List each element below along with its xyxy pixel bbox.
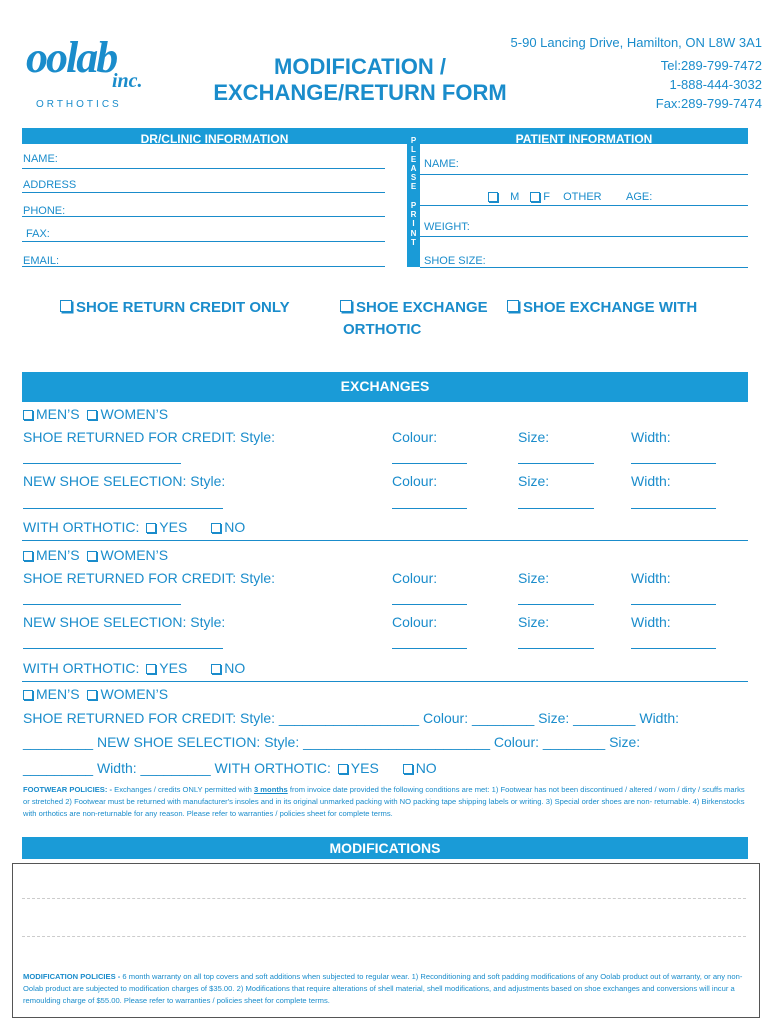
orthotic-yes-label-3: YES xyxy=(350,760,379,776)
pp-letter: E xyxy=(410,182,417,192)
new-width-field-2[interactable] xyxy=(631,648,716,649)
pp-letter: P xyxy=(410,200,417,210)
gender-select-2 xyxy=(23,547,168,563)
with-orthotic-label-2: WITH ORTHOTIC: xyxy=(23,660,140,676)
new-style-label-2: NEW SHOE SELECTION: Style: xyxy=(23,614,226,630)
footwear-policy-label: FOOTWEAR POLICIES: - xyxy=(23,785,113,794)
pp-letter: A xyxy=(410,163,417,173)
option-exchange[interactable] xyxy=(340,299,488,316)
orthotic-no-checkbox-2[interactable] xyxy=(211,664,221,674)
exchange-orthotic-label: SHOE EXCHANGE WITH xyxy=(523,299,698,316)
womens-checkbox-2[interactable] xyxy=(87,551,97,561)
returned-colour-field-1[interactable] xyxy=(392,463,467,464)
patient-age-field[interactable] xyxy=(420,205,748,206)
mens-checkbox-3[interactable] xyxy=(23,690,33,700)
clinic-address-field[interactable] xyxy=(22,192,385,193)
orthotic-no-label-3: NO xyxy=(415,760,437,776)
pp-letter: P xyxy=(410,136,417,145)
company-tollfree: 1-888-444-3032 xyxy=(669,77,762,92)
returned-style-label-1: SHOE RETURNED FOR CREDIT: Style: xyxy=(23,429,276,445)
orthotic-yes-label-2: YES xyxy=(159,660,188,676)
modification-policy xyxy=(23,971,749,1007)
footwear-policy xyxy=(23,784,749,820)
mens-label-2: MEN’S xyxy=(36,547,80,563)
gender-f-checkbox[interactable] xyxy=(530,192,540,202)
modifications-line-1[interactable] xyxy=(22,898,746,899)
pp-letter: T xyxy=(411,237,416,247)
gender-f-label: F xyxy=(543,191,551,203)
divider xyxy=(22,540,748,541)
returned-style-field-2[interactable] xyxy=(23,604,181,605)
orthotic-no-checkbox-1[interactable] xyxy=(211,523,221,533)
womens-label-2: WOMEN’S xyxy=(100,547,169,563)
return-credit-label: SHOE RETURN CREDIT ONLY xyxy=(76,299,290,316)
clinic-fax-label: FAX: xyxy=(26,228,50,240)
returned-style-field-1[interactable] xyxy=(23,463,181,464)
with-orthotic-1 xyxy=(23,519,245,535)
new-size-field-2[interactable] xyxy=(518,648,594,649)
patient-weight-field[interactable] xyxy=(420,236,748,237)
new-style-field-1[interactable] xyxy=(23,508,223,509)
please-print-strip xyxy=(407,128,420,267)
new-size-label-1: Size: xyxy=(518,473,550,489)
option-exchange-orthotic[interactable] xyxy=(507,299,697,316)
new-style-field-2[interactable] xyxy=(23,648,223,649)
block3-line-1[interactable]: SHOE RETURNED FOR CREDIT: Style: __________________ Colour: ________ Size: ________ Width: xyxy=(23,710,680,726)
orthotic-yes-checkbox-1[interactable] xyxy=(146,523,156,533)
new-colour-field-2[interactable] xyxy=(392,648,467,649)
return-credit-checkbox[interactable] xyxy=(60,300,72,312)
mens-checkbox-1[interactable] xyxy=(23,410,33,420)
new-width-label-1: Width: xyxy=(631,473,671,489)
mens-label-1: MEN’S xyxy=(36,406,80,422)
returned-size-label-1: Size: xyxy=(518,429,550,445)
clinic-name-label: NAME: xyxy=(23,153,58,165)
patient-info-header: PATIENT INFORMATION xyxy=(420,128,748,144)
returned-size-label-2: Size: xyxy=(518,570,550,586)
pp-letter: R xyxy=(410,210,417,220)
with-orthotic-2 xyxy=(23,660,245,676)
returned-size-field-2[interactable] xyxy=(518,604,594,605)
returned-colour-label-1: Colour: xyxy=(392,429,438,445)
patient-shoe-size-field[interactable] xyxy=(420,267,748,268)
title-line-2: EXCHANGE/RETURN FORM xyxy=(213,80,507,105)
returned-width-label-2: Width: xyxy=(631,570,671,586)
orthotic-yes-checkbox-2[interactable] xyxy=(146,664,156,674)
footwear-policy-text-a: Exchanges / credits ONLY permitted with xyxy=(112,785,254,794)
pp-letter: N xyxy=(410,228,417,238)
returned-size-field-1[interactable] xyxy=(518,463,594,464)
patient-age-label: AGE: xyxy=(626,191,653,203)
gender-m-label: M xyxy=(510,191,520,203)
pp-letter: L xyxy=(411,145,416,155)
returned-colour-label-2: Colour: xyxy=(392,570,438,586)
exchange-orthotic-label-2: ORTHOTIC xyxy=(343,321,422,338)
clinic-info-header: DR/CLINIC INFORMATION xyxy=(22,128,407,144)
gender-m-checkbox[interactable] xyxy=(488,192,498,202)
exchanges-header: EXCHANGES xyxy=(22,372,748,402)
patient-gender-group xyxy=(488,191,602,203)
modifications-header: MODIFICATIONS xyxy=(22,837,748,859)
new-colour-field-1[interactable] xyxy=(392,508,467,509)
oolab-logo xyxy=(26,33,156,116)
returned-width-label-1: Width: xyxy=(631,429,671,445)
clinic-name-field[interactable] xyxy=(22,168,385,169)
block3-line-2[interactable]: _________ NEW SHOE SELECTION: Style: ________________________ Colour: ________ Size: xyxy=(23,734,641,750)
footwear-policy-emph: 3 months xyxy=(253,785,288,794)
logo-suffix: inc. xyxy=(112,70,143,92)
logo-brand: oolab xyxy=(26,33,117,82)
exchange-label: SHOE EXCHANGE xyxy=(356,299,488,316)
modification-policy-text: 6 month warranty on all top covers and soft additions when subjected to regular wear. 1) Reconditioning and soft padding modifications of any Oolab product out of warranty, or any non- Oolab product are subjected to modification charges of $35.00. 2) Modifications that require alterations of shell material, shell modifications, and adjustments based on shoe exchanges and conversions will incur a remoulding charge of $55.00. Please refer to warranties / policies sheet for complete terms. xyxy=(23,972,743,1005)
new-width-label-2: Width: xyxy=(631,614,671,630)
divider xyxy=(22,681,748,682)
orthotic-yes-checkbox-3[interactable] xyxy=(338,764,348,774)
gender-other-label: OTHER xyxy=(563,191,602,203)
logo-tagline: ORTHOTICS xyxy=(36,99,122,110)
returned-colour-field-2[interactable] xyxy=(392,604,467,605)
pp-letter: E xyxy=(410,154,417,164)
gender-select-1 xyxy=(23,406,168,422)
new-width-field-1[interactable] xyxy=(631,508,716,509)
mens-label-3: MEN’S xyxy=(36,686,80,702)
new-colour-label-2: Colour: xyxy=(392,614,438,630)
womens-label-3: WOMEN’S xyxy=(100,686,169,702)
womens-checkbox-3[interactable] xyxy=(87,690,97,700)
company-contact xyxy=(511,33,762,113)
footwear-policy-text-b: from invoice date provided the following conditions are met: 1) Footwear has not been discontinued / altered / worn / dirty / scuffs marks or stretched 2) Footwear must be returned with manufacturer's insoles and in its original unmarked packing with NO packing tape shipping labels or writing. 3) Special order shoes are non- returnable. 4) Birkenstocks with orthotics are non-returnable for any reason. Please refer to warranties / policies sheet for complete terms. xyxy=(23,785,745,818)
clinic-phone-field[interactable] xyxy=(22,216,385,217)
returned-width-field-1[interactable] xyxy=(631,463,716,464)
clinic-phone-label: PHONE: xyxy=(23,205,66,217)
mens-checkbox-2[interactable] xyxy=(23,551,33,561)
patient-name-label: NAME: xyxy=(424,158,459,170)
company-fax: Fax:289-799-7474 xyxy=(655,96,762,111)
modifications-line-2[interactable] xyxy=(22,936,746,937)
patient-name-field[interactable] xyxy=(420,174,748,175)
gender-select-3 xyxy=(23,686,168,702)
clinic-address-label: ADDRESS xyxy=(23,179,77,191)
orthotic-no-checkbox-3[interactable] xyxy=(403,764,413,774)
modification-policy-label: MODIFICATION POLICIES - xyxy=(23,972,121,981)
returned-width-field-2[interactable] xyxy=(631,604,716,605)
returned-style-label-2: SHOE RETURNED FOR CREDIT: Style: xyxy=(23,570,276,586)
new-style-label-1: NEW SHOE SELECTION: Style: xyxy=(23,473,226,489)
block3-width-orthotic[interactable]: _________ Width: _________ WITH ORTHOTIC: xyxy=(23,760,331,776)
pp-letter: S xyxy=(410,173,417,183)
exchange-checkbox[interactable] xyxy=(340,300,352,312)
clinic-email-field[interactable] xyxy=(22,266,385,267)
new-size-field-1[interactable] xyxy=(518,508,594,509)
new-size-label-2: Size: xyxy=(518,614,550,630)
exchange-orthotic-checkbox[interactable] xyxy=(507,300,519,312)
womens-label-1: WOMEN’S xyxy=(100,406,169,422)
company-address: 5-90 Lancing Drive, Hamilton, ON L8W 3A1 xyxy=(510,35,762,50)
title-line-1: MODIFICATION / xyxy=(274,54,446,79)
form-title xyxy=(200,54,520,106)
orthotic-no-label-1: NO xyxy=(224,519,246,535)
option-return-credit[interactable] xyxy=(60,299,290,316)
block3-line-3 xyxy=(23,760,437,776)
with-orthotic-label-1: WITH ORTHOTIC: xyxy=(23,519,140,535)
orthotic-no-label-2: NO xyxy=(224,660,246,676)
womens-checkbox-1[interactable] xyxy=(87,410,97,420)
patient-weight-label: WEIGHT: xyxy=(424,221,470,233)
orthotic-yes-label-1: YES xyxy=(159,519,188,535)
pp-letter: I xyxy=(412,219,415,229)
clinic-email-label: EMAIL: xyxy=(23,255,60,267)
new-colour-label-1: Colour: xyxy=(392,473,438,489)
clinic-fax-field[interactable] xyxy=(22,241,385,242)
patient-shoe-size-label: SHOE SIZE: xyxy=(424,255,486,267)
company-tel: Tel:289-799-7472 xyxy=(660,58,762,73)
